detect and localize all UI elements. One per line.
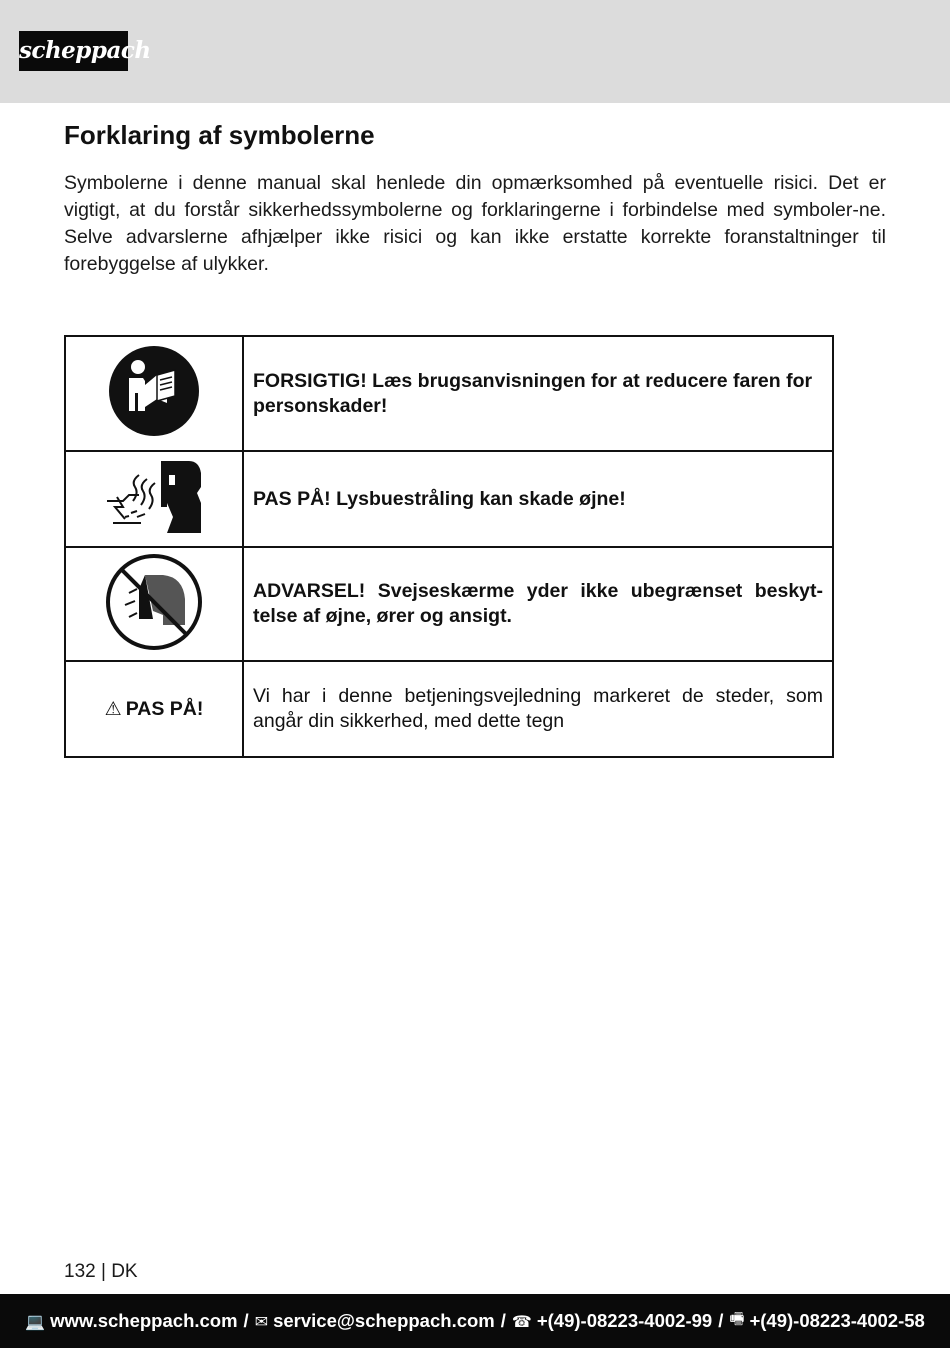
read-manual-icon xyxy=(108,345,200,437)
symbol-text: ADVARSEL! Svejseskærme yder ikke ubegrænset beskyt-telse af øjne, ører og ansigt. xyxy=(243,547,833,661)
mail-icon: ✉ xyxy=(254,1311,269,1331)
footer-fax: +(49)-08223-4002-58 xyxy=(749,1310,925,1331)
welding-arc-eye-icon xyxy=(103,457,205,537)
symbol-text: FORSIGTIG! Læs brugsanvisningen for at reducere faren for personskader! xyxy=(243,336,833,451)
symbol-cell xyxy=(65,451,243,547)
warning-label: PAS PÅ! xyxy=(125,697,204,720)
brand-logo: scheppach xyxy=(19,31,128,71)
page-title: Forklaring af symbolerne xyxy=(64,120,375,150)
page-number xyxy=(64,1261,138,1283)
fax-icon: 🖷 xyxy=(729,1308,745,1328)
warning-triangle-icon: ⚠ xyxy=(104,698,122,720)
symbol-cell xyxy=(65,336,243,451)
symbol-cell xyxy=(65,661,243,757)
table-row xyxy=(65,451,833,547)
phone-icon: ☎ xyxy=(511,1311,532,1331)
symbol-text: PAS PÅ! Lysbuestråling kan skade øjne! xyxy=(243,451,833,547)
footer-phone[interactable]: +(49)-08223-4002-99 xyxy=(536,1310,713,1331)
symbol-cell xyxy=(65,547,243,661)
no-full-protection-icon xyxy=(105,553,203,651)
table-row xyxy=(65,661,833,757)
page-divider: | xyxy=(100,1261,106,1282)
symbols-table xyxy=(64,335,834,758)
page-number-value: 132 xyxy=(64,1261,96,1282)
footer-email-link[interactable]: service@scheppach.com xyxy=(273,1310,495,1331)
footer-bar xyxy=(0,1294,950,1348)
symbol-text: Vi har i denne betjeningsvejledning markeret de steder, som angår din sikkerhed, med dette tegn xyxy=(243,661,833,757)
table-row xyxy=(65,547,833,661)
footer-separator: / xyxy=(500,1310,506,1331)
computer-icon: 💻 xyxy=(25,1311,46,1331)
table-row xyxy=(65,336,833,451)
page-language: DK xyxy=(111,1261,138,1282)
footer-web-link[interactable]: www.scheppach.com xyxy=(50,1310,238,1331)
footer-separator: / xyxy=(243,1310,249,1331)
footer-separator: / xyxy=(718,1310,724,1331)
intro-paragraph: Symbolerne i denne manual skal henlede din opmærksomhed på eventuelle risici. Det er vigtigt, at du forstår sikkerhedssymbolerne og forklaringerne i forbindelse med symboler-ne. Selve advarslerne afhjælper ikke risici og kan ikke erstatte korrekte foranstaltninger til forebyggelse af ulykker. xyxy=(64,172,886,275)
